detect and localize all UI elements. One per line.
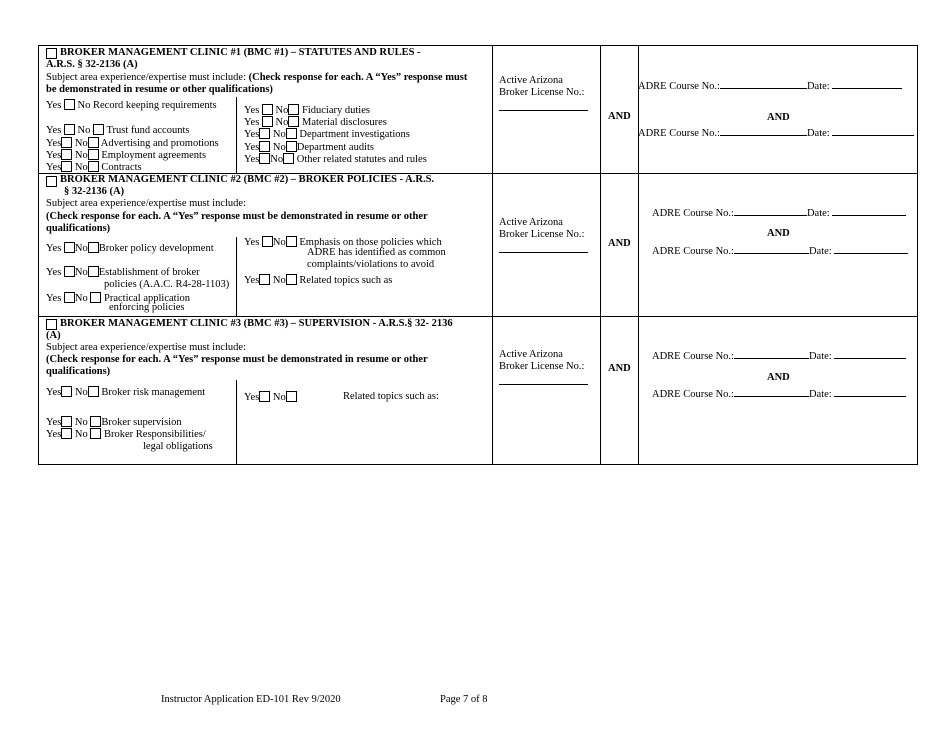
section-title-cont: § 32-2136 (A) <box>64 186 125 197</box>
course-row-1: ADRE Course No.: Date: <box>652 349 906 363</box>
row-related-topics: Yes No <box>244 391 297 404</box>
license-label-2: Broker License No.: <box>499 87 585 98</box>
section-checkbox[interactable] <box>46 176 57 187</box>
yes-checkbox[interactable] <box>262 104 273 115</box>
no-checkbox[interactable] <box>90 428 101 439</box>
date-input[interactable] <box>832 206 906 216</box>
no-checkbox[interactable] <box>88 137 99 148</box>
no-checkbox[interactable] <box>283 153 294 164</box>
section-title: BROKER MANAGEMENT CLINIC #2 (BMC #2) – BROKER POLICIES - A.R.S. <box>60 174 435 185</box>
license-input[interactable] <box>499 384 588 385</box>
row-broker-responsibilities: Yes No Broker Responsibilities/ <box>46 429 206 440</box>
check-instructions: (Check response for each. A “Yes” response must be demonstrated in resume or other <box>46 354 428 365</box>
no-checkbox[interactable] <box>88 161 99 172</box>
no-checkbox[interactable] <box>88 149 99 160</box>
row-trust-fund: Yes No Trust fund accounts <box>46 125 190 136</box>
row-fiduciary: Yes No Fiduciary duties <box>244 105 370 116</box>
yes-checkbox[interactable] <box>64 266 75 277</box>
and-label: AND <box>608 363 631 374</box>
yes-checkbox[interactable] <box>262 116 273 127</box>
course-no-input[interactable] <box>734 387 809 397</box>
row-employment: Yes No Employment agreements <box>46 150 207 161</box>
and-label: AND <box>608 111 631 122</box>
row-advertising: Yes No Advertising and promotions <box>46 138 219 149</box>
and-label: AND <box>608 238 631 249</box>
no-checkbox[interactable] <box>286 128 297 139</box>
section-title: BROKER MANAGEMENT CLINIC #1 (BMC #1) – STATUTES AND RULES - <box>60 47 421 58</box>
section-title-cont: (A) <box>46 330 61 341</box>
license-label-2: Broker License No.: <box>499 229 585 240</box>
yes-checkbox[interactable] <box>61 149 72 160</box>
check-instructions-cont: qualifications) <box>46 223 111 234</box>
no-checkbox[interactable] <box>88 266 99 277</box>
no-checkbox[interactable] <box>93 124 104 135</box>
subject-intro: Subject area experience/expertise must include: <box>46 342 246 353</box>
row-broker-supervision: Yes No Broker supervision <box>46 417 182 428</box>
license-label-2: Broker License No.: <box>499 361 585 372</box>
date-input[interactable] <box>832 79 902 89</box>
course-row-1: ADRE Course No.: Date: <box>652 206 906 220</box>
and-label: AND <box>767 372 790 383</box>
license-input[interactable] <box>499 110 588 111</box>
course-no-input[interactable] <box>734 244 809 254</box>
row-practical-cont: enforcing policies <box>109 302 185 313</box>
row-emphasis-cont-2: complaints/violations to avoid <box>307 259 435 270</box>
yes-checkbox[interactable] <box>61 161 72 172</box>
row-other-statutes: Yes No Other related statutes and rules <box>244 154 427 165</box>
subject-intro: Subject area experience/expertise must include: <box>46 198 246 209</box>
no-checkbox[interactable] <box>288 116 299 127</box>
yes-checkbox[interactable] <box>259 153 270 164</box>
no-checkbox[interactable] <box>286 236 297 247</box>
row-establishment: Yes No Establishment of broker <box>46 267 200 278</box>
check-instructions: (Check response for each. A “Yes” response must be demonstrated in resume or other <box>46 211 428 222</box>
no-checkbox[interactable] <box>286 391 297 402</box>
yes-checkbox[interactable] <box>64 124 75 135</box>
row-material-disclosures: Yes No Material disclosures <box>244 117 387 128</box>
no-checkbox[interactable] <box>88 242 99 253</box>
license-input[interactable] <box>499 252 588 253</box>
license-label: Active Arizona <box>499 75 563 86</box>
row-establishment-cont: policies (A.A.C. R4-28-1103) <box>104 279 230 290</box>
date-input[interactable] <box>834 244 908 254</box>
row-emphasis-cont: ADRE has identified as common <box>307 247 446 258</box>
section-checkbox[interactable] <box>46 319 57 330</box>
yes-checkbox[interactable] <box>259 391 270 402</box>
course-row-2: ADRE Course No.: Date: <box>652 387 906 401</box>
yes-checkbox[interactable] <box>61 428 72 439</box>
date-input[interactable] <box>834 349 906 359</box>
subject-intro: Subject area experience/expertise must include: (Check response for each. A “Yes” response must <box>46 72 468 83</box>
course-row-1: ADRE Course No.: Date: <box>638 79 902 93</box>
no-checkbox[interactable] <box>286 141 297 152</box>
course-no-input[interactable] <box>734 206 807 216</box>
yes-checkbox[interactable] <box>259 128 270 139</box>
form-identifier: Instructor Application ED-101 Rev 9/2020 <box>161 694 341 705</box>
no-checkbox[interactable] <box>288 104 299 115</box>
course-row-2: ADRE Course No.: Date: <box>638 126 914 140</box>
related-topics-label: Related topics such as: <box>343 391 439 402</box>
row-record-keeping: Yes No Record keeping requirements <box>46 100 217 111</box>
and-label: AND <box>767 112 790 123</box>
check-instructions: be demonstrated in resume or other qualifications) <box>46 84 273 95</box>
date-input[interactable] <box>832 126 914 136</box>
yes-checkbox[interactable] <box>61 137 72 148</box>
course-no-input[interactable] <box>720 79 807 89</box>
course-no-input[interactable] <box>734 349 809 359</box>
yes-checkbox[interactable] <box>64 242 75 253</box>
row-broker-responsibilities-cont: legal obligations <box>143 441 213 452</box>
yes-checkbox[interactable] <box>259 141 270 152</box>
yes-checkbox[interactable] <box>259 274 270 285</box>
yes-checkbox[interactable] <box>64 292 75 303</box>
yes-checkbox[interactable] <box>61 386 72 397</box>
page-number: Page 7 of 8 <box>440 694 488 705</box>
yes-checkbox[interactable] <box>64 99 75 110</box>
and-label: AND <box>767 228 790 239</box>
row-contracts: Yes No Contracts <box>46 162 142 173</box>
section-checkbox[interactable] <box>46 48 57 59</box>
row-emphasis: Yes No Emphasis on those policies which <box>244 237 442 248</box>
row-policy-development: Yes No Broker policy development <box>46 243 214 254</box>
no-checkbox[interactable] <box>286 274 297 285</box>
section-title-cont: A.R.S. § 32-2136 (A) <box>46 59 138 70</box>
check-instructions-cont: qualifications) <box>46 366 111 377</box>
no-checkbox[interactable] <box>90 292 101 303</box>
license-label: Active Arizona <box>499 349 563 360</box>
license-label: Active Arizona <box>499 217 563 228</box>
course-no-input[interactable] <box>720 126 807 136</box>
row-related-topics: Yes No Related topics such as <box>244 275 393 286</box>
course-row-2: ADRE Course No.: Date: <box>652 244 908 258</box>
row-department-audits: Yes No Department audits <box>244 142 375 153</box>
yes-checkbox[interactable] <box>262 236 273 247</box>
yes-checkbox[interactable] <box>61 416 72 427</box>
row-practical-application: Yes No Practical application <box>46 293 191 304</box>
row-risk-management: Yes No Broker risk management <box>46 387 206 398</box>
section-title: BROKER MANAGEMENT CLINIC #3 (BMC #3) – SUPERVISION - A.R.S.§ 32- 2136 <box>60 318 453 329</box>
date-input[interactable] <box>834 387 906 397</box>
no-checkbox[interactable] <box>88 386 99 397</box>
no-checkbox[interactable] <box>90 416 101 427</box>
row-department-investigations: Yes No Department investigations <box>244 129 410 140</box>
